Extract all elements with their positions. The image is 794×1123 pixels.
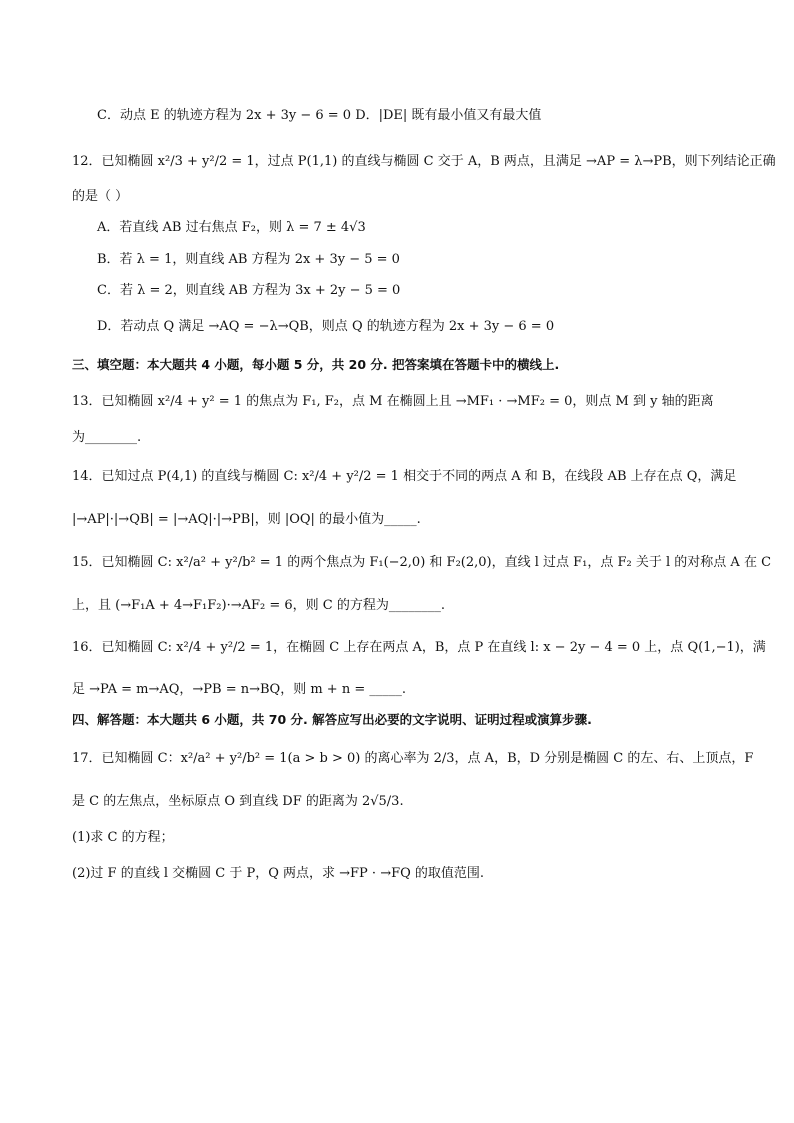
question-12-option-d: D．若动点 Q 满足 →AQ = −λ→QB，则点 Q 的轨迹方程为 2x + 3y − 6 = 0 [97,319,555,334]
section-3-heading: 三、填空题：本大题共 4 小题，每小题 5 分，共 20 分. 把答案填在答题卡中的横线上. [72,357,560,372]
question-15-line-2: 上，且 (→F₁A + 4→F₁F₂)·→AF₂ = 6，则 C 的方程为________. [72,598,445,613]
question-12-option-b: B．若 λ = 1，则直线 AB 方程为 2x + 3y − 5 = 0 [97,252,400,267]
question-13-line-1: 13．已知椭圆 x²/4 + y² = 1 的焦点为 F₁, F₂，点 M 在椭圆上且 →MF₁ · →MF₂ = 0，则点 M 到 y 轴的距离 [72,394,714,409]
question-16-line-2: 足 →PA = m→AQ，→PB = n→BQ，则 m + n = _____. [72,682,406,697]
question-17-line-2: 是 C 的左焦点，坐标原点 O 到直线 DF 的距离为 2√5/3. [72,794,404,809]
question-14-line-2: |→AP|·|→QB| = |→AQ|·|→PB|，则 |OQ| 的最小值为_____. [72,512,421,527]
question-14-line-1: 14．已知过点 P(4,1) 的直线与椭圆 C: x²/4 + y²/2 = 1 相交于不同的两点 A 和 B，在线段 AB 上存在点 Q，满足 [72,469,737,484]
question-12-option-a: A．若直线 AB 过右焦点 F₂，则 λ = 7 ± 4√3 [97,220,366,235]
question-17-part-2: (2)过 F 的直线 l 交椭圆 C 于 P，Q 两点，求 →FP · →FQ 的取值范围. [72,866,485,881]
question-13-line-2: 为________. [72,430,142,445]
question-16-line-1: 16．已知椭圆 C: x²/4 + y²/2 = 1，在椭圆 C 上存在两点 A，B，点 P 在直线 l: x − 2y − 4 = 0 上，点 Q(1,−1)，满 [72,640,766,655]
question-17-part-1: (1)求 C 的方程； [72,830,174,845]
question-12-option-c: C．若 λ = 2，则直线 AB 方程为 3x + 2y − 5 = 0 [97,283,401,298]
question-12-line-2: 的是（ ） [72,189,129,204]
question-17-line-1: 17．已知椭圆 C：x²/a² + y²/b² = 1(a > b > 0) 的离心率为 2/3，点 A，B，D 分别是椭圆 C 的左、右、上顶点，F [72,751,754,766]
question-12-line-1: 12．已知椭圆 x²/3 + y²/2 = 1，过点 P(1,1) 的直线与椭圆 C 交于 A，B 两点，且满足 →AP = λ→PB，则下列结论正确 [72,154,776,169]
option-12c-11d: C．动点 E 的轨迹方程为 2x + 3y − 6 = 0 D．|DE| 既有最小值又有最大值 [97,108,542,123]
section-4-heading: 四、解答题：本大题共 6 小题，共 70 分. 解答应写出必要的文字说明、证明过程或演算步骤. [72,712,592,727]
question-15-line-1: 15．已知椭圆 C: x²/a² + y²/b² = 1 的两个焦点为 F₁(−2,0) 和 F₂(2,0)，直线 l 过点 F₁，点 F₂ 关于 l 的对称点 A 在 C [72,555,772,570]
